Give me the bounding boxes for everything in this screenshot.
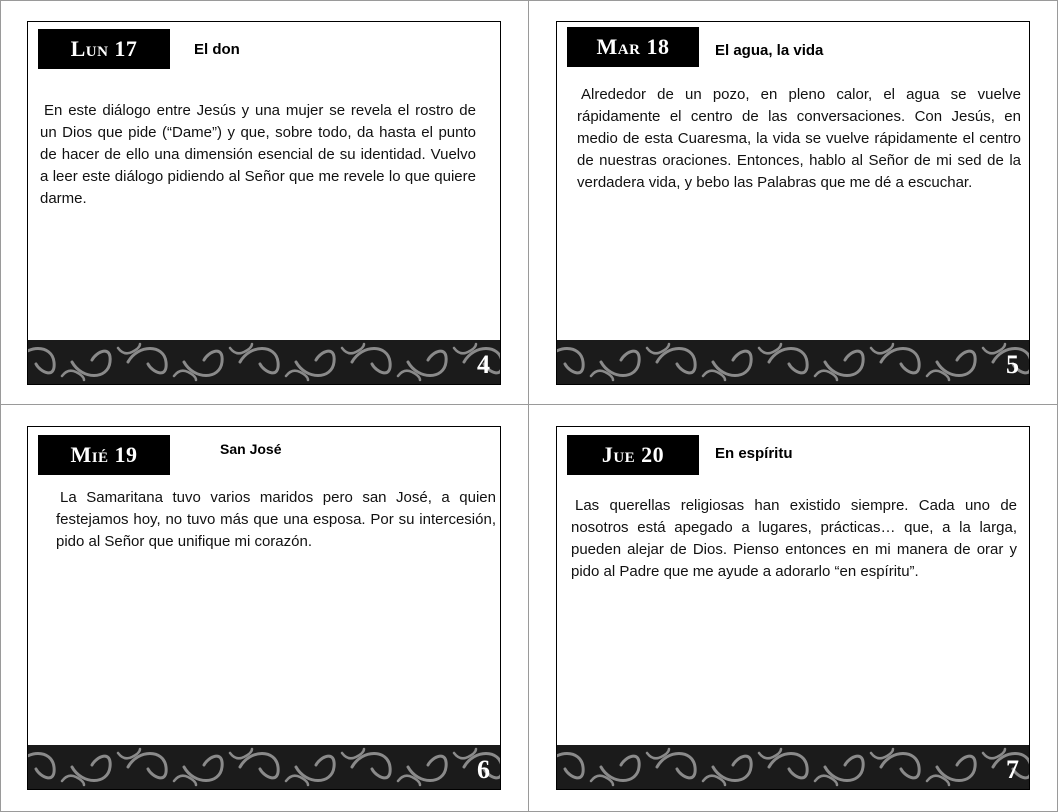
scroll-ornament-icon	[28, 340, 501, 384]
horizontal-divider	[0, 404, 1058, 405]
footer-band	[557, 340, 1029, 384]
card-body: Alrededor de un pozo, en pleno calor, el agua se vuelve rápidamente el centro de las conversaciones. Con Jesús, en medio de esta Cuaresma, la vida se vuelve rápidamente el centro de nuestras oraciones. Entonces, hablo al Señor de mi sed de la verdadera vida, y bebo las Palabras que me dé a escuchar.	[577, 86, 1021, 191]
day-tag: Mar 18	[567, 27, 699, 67]
card-jue-20	[556, 426, 1030, 790]
footer-band	[28, 745, 500, 789]
card-title: El don	[194, 41, 240, 58]
card-mar-18	[556, 21, 1030, 385]
card-body: La Samaritana tuvo varios maridos pero san José, a quien festejamos hoy, no tuvo más que una esposa. Por su intercesión, pido al Señor que unifique mi corazón.	[56, 489, 496, 550]
card-title: San José	[220, 441, 282, 457]
day-tag: Mié 19	[38, 435, 170, 475]
card-body: En este diálogo entre Jesús y una mujer se revela el rostro de un Dios que pide (“Dame”) y que, sobre todo, da hasta el punto de hacer de ello una dimensión esencial de su identidad. Vuelvo a leer este diálogo pidiendo al Señor que me revele lo que quiere darme.	[40, 102, 476, 207]
card-lun-17	[27, 21, 501, 385]
footer-band	[28, 340, 500, 384]
page-number: 5	[1006, 350, 1019, 379]
scroll-ornament-icon	[557, 340, 1030, 384]
card-title: El agua, la vida	[715, 42, 824, 59]
card-title: En espíritu	[715, 445, 793, 462]
vertical-divider	[528, 0, 529, 812]
scroll-ornament-icon	[28, 745, 501, 789]
card-mie-19	[27, 426, 501, 790]
footer-band	[557, 745, 1029, 789]
card-body: Las querellas religiosas han existido siempre. Cada uno de nosotros está apegado a lugares, prácticas… que, a la larga, pueden alejar de Dios. Pienso entonces en mi manera de orar y pido al Padre que me ayude a adorarlo “en espíritu”.	[571, 497, 1017, 580]
day-tag: Jue 20	[567, 435, 699, 475]
page-number: 7	[1006, 755, 1019, 784]
page-number: 6	[477, 755, 490, 784]
scroll-ornament-icon	[557, 745, 1030, 789]
day-tag: Lun 17	[38, 29, 170, 69]
page-number: 4	[477, 350, 490, 379]
